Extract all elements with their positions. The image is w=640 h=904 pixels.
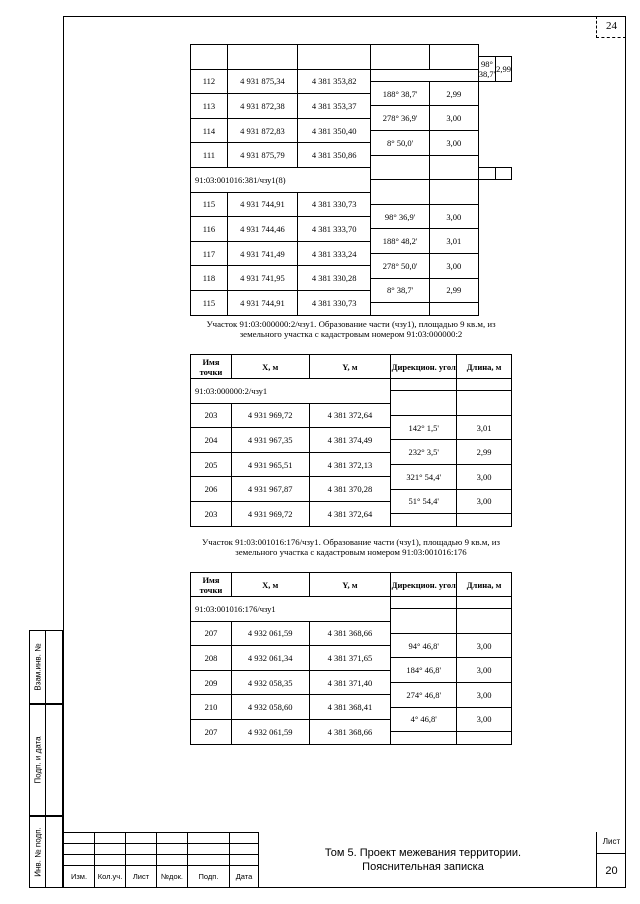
- segment-length: 3,00: [457, 489, 512, 514]
- coord-x: 4 931 965,51: [231, 452, 309, 477]
- empty-cell: [391, 732, 457, 744]
- stamp-col-4: Подп.: [188, 866, 230, 888]
- empty-cell: [391, 609, 457, 634]
- coord-y: 4 381 330,73: [297, 290, 370, 315]
- coord-y: 4 381 330,73: [297, 192, 370, 217]
- coord-y: 4 381 372,64: [309, 501, 391, 526]
- header-length: Длина, м: [457, 355, 512, 379]
- direction-angle: 98° 36,9': [371, 204, 429, 229]
- direction-angle: 278° 36,9': [371, 106, 429, 131]
- stamp-col-0: Изм.: [64, 866, 95, 888]
- caption-parcel-2: Участок 91:03:000000:2/чзу1. Образование части (чзу1), площадью 9 кв.м, из земельного участка с кадастровым номером 91:03:000000:2: [206, 319, 496, 339]
- coord-y: 4 381 370,28: [309, 477, 391, 502]
- direction-angle: 188° 38,7': [371, 81, 429, 106]
- empty-cell: [457, 391, 512, 416]
- coord-x: 4 931 744,91: [227, 192, 297, 217]
- empty-cell: [429, 45, 478, 70]
- empty-cell: [457, 514, 512, 526]
- point-name: 115: [191, 192, 228, 217]
- coord-x: 4 931 872,38: [227, 94, 297, 119]
- coord-x: 4 931 967,35: [231, 428, 309, 453]
- section-label: 91:03:001016:176/чзу1: [191, 597, 391, 622]
- coordinates-table-3: [190, 572, 512, 745]
- segment-length: 2,99: [429, 81, 478, 106]
- sheet-label: Лист: [596, 832, 626, 854]
- coord-y: 4 381 368,66: [309, 621, 391, 646]
- direction-angle: 8° 38,7': [371, 278, 429, 303]
- point-name: 113: [191, 94, 228, 119]
- title-block: [63, 832, 626, 888]
- coord-y: 4 381 368,41: [309, 695, 391, 720]
- side-box-signature: [29, 704, 63, 816]
- empty-cell: [429, 155, 478, 180]
- point-name: 207: [191, 719, 232, 744]
- coord-y: 4 381 330,28: [297, 266, 370, 291]
- point-name: 203: [191, 501, 232, 526]
- stamp-col-3: №док.: [157, 866, 188, 888]
- empty-cell: [391, 597, 457, 609]
- coord-x: 4 932 058,35: [231, 670, 309, 695]
- stamp-col-5: Дата: [230, 866, 259, 888]
- document-title-line1: Том 5. Проект межевания территории.: [324, 847, 522, 859]
- direction-angle: 232° 3,5': [391, 440, 457, 465]
- point-name: 206: [191, 477, 232, 502]
- coord-x: 4 931 969,72: [231, 501, 309, 526]
- empty-cell: [371, 155, 429, 180]
- coord-y: [297, 45, 370, 70]
- sheet-number: 20: [596, 854, 626, 888]
- coord-x: 4 931 969,72: [231, 403, 309, 428]
- segment-length: 2,99: [457, 440, 512, 465]
- stamp-col-2: Лист: [126, 866, 157, 888]
- empty-cell: [371, 303, 429, 315]
- segment-length: 3,00: [429, 204, 478, 229]
- header-point-name: Имя точки: [191, 573, 232, 597]
- coord-x: 4 931 741,49: [227, 241, 297, 266]
- empty-cell: [478, 167, 495, 179]
- direction-angle: 4° 46,8': [391, 707, 457, 732]
- segment-length: 3,00: [457, 707, 512, 732]
- coordinates-table-2: [190, 354, 512, 527]
- side-label-replacement: Взам.инв. №: [33, 643, 42, 691]
- side-label-signature: Подп. и дата: [33, 736, 42, 784]
- header-direction: Дирекцион. угол: [391, 573, 457, 597]
- header-direction: Дирекцион. угол: [391, 355, 457, 379]
- stamp-col-1: Кол.уч.: [95, 866, 126, 888]
- point-name: 210: [191, 695, 232, 720]
- empty-cell: [457, 609, 512, 634]
- coord-x: 4 932 058,60: [231, 695, 309, 720]
- direction-angle: 142° 1,5': [391, 415, 457, 440]
- side-box-inventory: [29, 816, 63, 888]
- empty-cell: [457, 379, 512, 391]
- direction-angle: 94° 46,8': [391, 633, 457, 658]
- empty-cell: [391, 514, 457, 526]
- coord-y: 4 381 372,64: [309, 403, 391, 428]
- point-name: 203: [191, 403, 232, 428]
- direction-angle: 184° 46,8': [391, 658, 457, 683]
- segment-length: 3,00: [457, 683, 512, 708]
- header-point-name: Имя точки: [191, 355, 232, 379]
- coord-y: 4 381 374,49: [309, 428, 391, 453]
- point-name: 115: [191, 290, 228, 315]
- segment-length: 2,99: [429, 278, 478, 303]
- segment-length: 3,00: [457, 658, 512, 683]
- coord-x: 4 931 875,79: [227, 143, 297, 168]
- coord-y: 4 381 333,24: [297, 241, 370, 266]
- empty-cell: [429, 180, 478, 205]
- revision-grid: [63, 832, 259, 888]
- page-top-number: 24: [596, 16, 626, 38]
- coord-x: 4 931 741,95: [227, 266, 297, 291]
- point-name: 112: [191, 69, 228, 94]
- coordinates-table-1: [190, 44, 512, 316]
- coord-y: 4 381 350,86: [297, 143, 370, 168]
- segment-length: 3,00: [429, 131, 478, 156]
- coord-x: 4 932 061,59: [231, 621, 309, 646]
- caption-parcel-3: Участок 91:03:001016:176/чзу1. Образование части (чзу1), площадью 9 кв.м, из земельного участка с кадастровым номером 91:03:001016:176: [202, 537, 500, 557]
- coord-x: 4 931 875,34: [227, 69, 297, 94]
- point-name: 204: [191, 428, 232, 453]
- empty-cell: [429, 303, 478, 315]
- header-x: X, м: [231, 573, 309, 597]
- direction-angle: 321° 54,4': [391, 465, 457, 490]
- point-name: 207: [191, 621, 232, 646]
- direction-angle: 188° 48,2': [371, 229, 429, 254]
- empty-cell: [496, 167, 512, 179]
- empty-cell: [391, 391, 457, 416]
- coord-y: 4 381 350,40: [297, 118, 370, 143]
- header-length: Длина, м: [457, 573, 512, 597]
- coord-y: 4 381 371,40: [309, 670, 391, 695]
- side-label-inventory: Инв. № подп.: [33, 827, 42, 877]
- coord-y: 4 381 353,82: [297, 69, 370, 94]
- point-name: 111: [191, 143, 228, 168]
- direction-angle: 51° 54,4': [391, 489, 457, 514]
- section-label: 91:03:001016:381/чзу1(8): [191, 167, 371, 192]
- coord-x: 4 932 061,59: [231, 719, 309, 744]
- point-name: 118: [191, 266, 228, 291]
- point-name: 205: [191, 452, 232, 477]
- segment-length: 3,00: [457, 465, 512, 490]
- empty-cell: [371, 180, 429, 205]
- direction-angle: 98° 38,7': [478, 57, 495, 82]
- empty-cell: [391, 379, 457, 391]
- direction-angle: 8° 50,0': [371, 131, 429, 156]
- direction-angle: 274° 46,8': [391, 683, 457, 708]
- segment-length: 3,00: [429, 106, 478, 131]
- point-name: [191, 45, 228, 70]
- empty-cell: [371, 45, 429, 70]
- coord-y: 4 381 372,13: [309, 452, 391, 477]
- coord-y: 4 381 333,70: [297, 217, 370, 242]
- coord-x: 4 931 744,46: [227, 217, 297, 242]
- segment-length: 3,00: [457, 633, 512, 658]
- document-title: [258, 846, 588, 874]
- header-y: Y, м: [309, 573, 391, 597]
- point-name: 208: [191, 646, 232, 671]
- segment-length: 3,01: [457, 415, 512, 440]
- point-name: 209: [191, 670, 232, 695]
- header-x: X, м: [231, 355, 309, 379]
- point-name: 114: [191, 118, 228, 143]
- coord-y: 4 381 353,37: [297, 94, 370, 119]
- empty-cell: [457, 597, 512, 609]
- point-name: 116: [191, 217, 228, 242]
- coord-x: 4 931 872,83: [227, 118, 297, 143]
- coord-x: 4 931 967,87: [231, 477, 309, 502]
- segment-length: 3,00: [429, 254, 478, 279]
- coord-x: 4 932 061,34: [231, 646, 309, 671]
- coord-x: 4 931 744,91: [227, 290, 297, 315]
- direction-angle: 278° 50,0': [371, 254, 429, 279]
- point-name: 117: [191, 241, 228, 266]
- coord-x: [227, 45, 297, 70]
- document-title-line2: Пояснительная записка: [362, 861, 484, 873]
- side-box-replacement: [29, 630, 63, 704]
- coord-y: 4 381 368,66: [309, 719, 391, 744]
- section-label: 91:03:000000:2/чзу1: [191, 379, 391, 404]
- empty-cell: [457, 732, 512, 744]
- segment-length: 3,01: [429, 229, 478, 254]
- segment-length: 2,99: [496, 57, 512, 82]
- header-y: Y, м: [309, 355, 391, 379]
- coord-y: 4 381 371,65: [309, 646, 391, 671]
